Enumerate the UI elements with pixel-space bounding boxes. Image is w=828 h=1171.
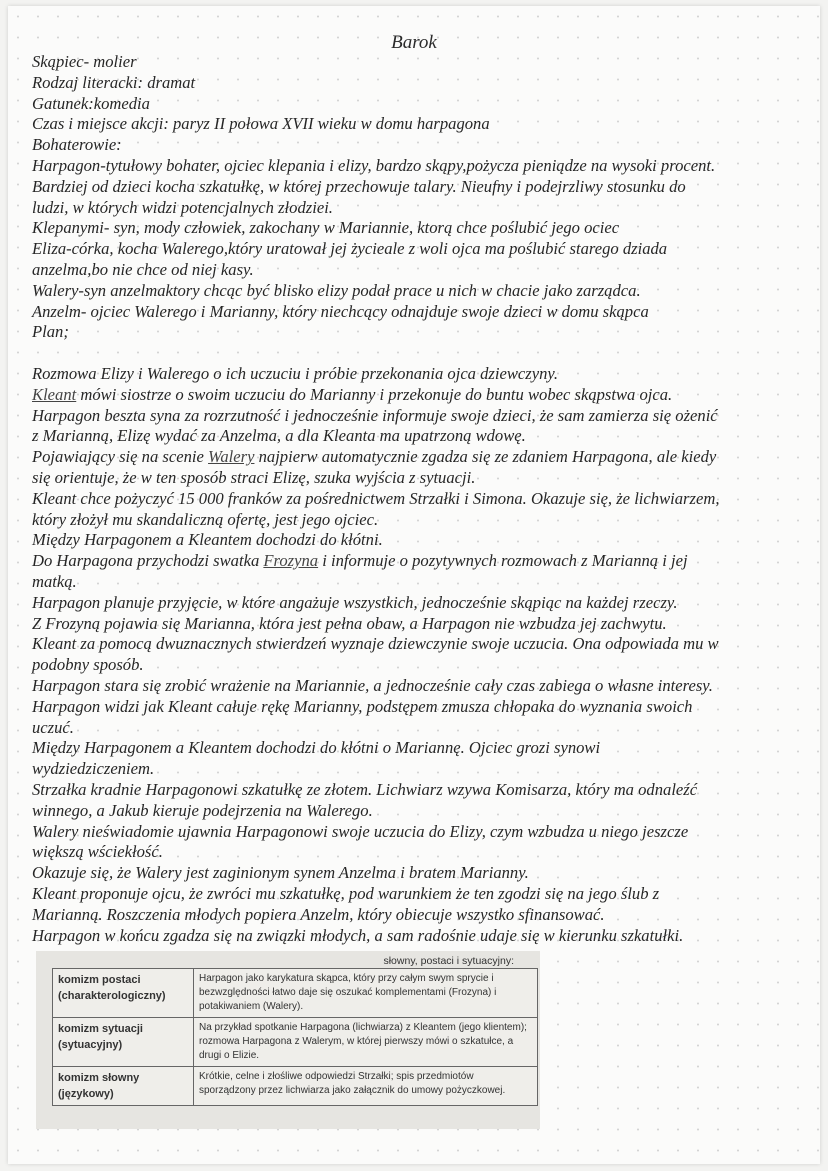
text-line: Bardziej od dzieci kocha szkatułkę, w której przechowuje talary. Nieufny i podejrzliwy stosunku do: [32, 176, 686, 196]
text-line: który złożył mu skandaliczną ofertę, jest jego ojciec.: [32, 509, 379, 529]
link-walery[interactable]: Walery: [208, 447, 255, 467]
text-line: Czas i miejsce akcji: paryz II połowa XVII wieku w domu harpagona: [32, 114, 490, 134]
text-line: Marianną. Roszczenia młodych popiera Anzelm, który obiecuje wszystko sfinansować.: [32, 904, 605, 924]
text-line: Z Frozyną pojawia się Marianna, która jest pełna obaw, a Harpagon nie wzbudza jej zachwytu.: [32, 613, 667, 633]
text-line: [32, 385, 719, 406]
text-segment: najpierw automatycznie zgadza się ze zdaniem Harpagona, ale kiedy: [254, 447, 717, 467]
text-line: Skąpiec- molier: [32, 52, 137, 71]
table-row: [53, 1018, 538, 1067]
link-frozyna[interactable]: Frozyna: [263, 551, 319, 571]
text-line: [32, 551, 719, 572]
comedy-description: Harpagon jako karykatura skąpca, który przy całym swym sprycie i bezwzględności łatwo daje się oszukać komplementami (Frozyna) i potakiwaniem (Walery).: [194, 969, 538, 1018]
text-line: matką.: [32, 571, 77, 591]
text-line: Harpagon beszta syna za rozrzutność i jednocześnie informuje swoje dzieci, że sam zamierza się ożenić: [32, 405, 718, 425]
document-page: [8, 6, 820, 1164]
text-segment: mówi siostrze o swoim uczuciu do Marianny i przekonuje do buntu wobec skąpstwa ojca.: [76, 384, 673, 404]
link-kleant[interactable]: Kleant: [32, 384, 77, 404]
comedy-description: Krótkie, celne i złośliwe odpowiedzi Strzałki; spis przedmiotów sporządzony przez lichwiarza jako załącznik do umowy pożyczkowej.: [194, 1067, 538, 1106]
text-line: większą wściekłość.: [32, 842, 163, 862]
text-line: ludzi, w których widzi potencjalnych złodziei.: [32, 197, 333, 217]
table-row: [53, 969, 538, 1018]
comedy-description: Na przykład spotkanie Harpagona (lichwiarza) z Kleantem (jego klientem); rozmowa Harpagona z Walerym, w której pierwszy mówi o szkatułce, a drugi o Elizie.: [194, 1018, 538, 1067]
text-line: Anzelm- ojciec Walerego i Marianny, który niechcący odnajduje swoje dzieci w domu skąpca: [32, 301, 649, 321]
text-segment: i informuje o pozytywnych rozmowach z Marianną i jej: [318, 551, 688, 571]
text-line: Plan;: [32, 322, 69, 342]
text-line: Harpagon planuje przyjęcie, w które angażuje wszystkich, jednocześnie skąpiąc na każdej rzeczy.: [32, 592, 678, 612]
text-line: Kleant proponuje ojcu, że zwróci mu szkatułkę, pod warunkiem że ten zgodzi się na jego ślub z: [32, 883, 660, 903]
comedy-types-table: [52, 968, 538, 1106]
text-line: Rozmowa Elizy i Walerego o ich uczuciu i próbie przekonania ojca dziewczyny.: [32, 364, 559, 383]
text-line: wydziedziczeniem.: [32, 759, 155, 779]
text-line: Harpagon w końcu zgadza się na związki młodych, a sam radośnie udaje się w kierunku szkatułki.: [32, 925, 684, 945]
page-title: Barok: [391, 32, 437, 53]
text-line: Harpagon widzi jak Kleant całuje rękę Marianny, podstępem zmusza chłopaka do wyznania swoich: [32, 696, 693, 716]
table-row: [53, 1067, 538, 1106]
intro-section: [32, 52, 715, 343]
plan-section: [32, 364, 719, 946]
text-line: Harpagon-tytułowy bohater, ojciec klepania i elizy, bardzo skąpy,pożycza pieniądze na wysoki procent.: [32, 155, 716, 175]
plan-remaining-lines: [32, 572, 719, 946]
text-line: się orientuje, że w ten sposób straci Elizę, szuka wyjścia z sytuacji.: [32, 467, 476, 487]
comedy-type: komizm sytuacji (sytuacyjny): [53, 1018, 194, 1067]
text-line: Strzałka kradnie Harpagonowi szkatułkę ze złotem. Lichwiarz wzywa Komisarza, który ma odnaleźć: [32, 779, 698, 799]
comedy-type: komizm słowny (językowy): [53, 1067, 194, 1106]
text-line: [32, 447, 719, 468]
text-line: Harpagon stara się zrobić wrażenie na Mariannie, a jednocześnie cały czas zabiega o własne interesy.: [32, 675, 713, 695]
text-segment: Pojawiający się na scenie: [32, 447, 209, 467]
text-line: anzelma,bo nie chce od niej kasy.: [32, 259, 254, 279]
text-line: uczuć.: [32, 717, 74, 737]
text-line: z Marianną, Elizę wydać za Anzelma, a dla Kleanta ma upatrzoną wdowę.: [32, 426, 526, 446]
comedy-type: komizm postaci (charakterologiczny): [53, 969, 194, 1018]
text-line: Między Harpagonem a Kleantem dochodzi do kłótni.: [32, 530, 383, 550]
text-line: Bohaterowie:: [32, 135, 122, 155]
text-line: winnego, a Jakub kieruje podejrzenia na Walerego.: [32, 800, 373, 820]
text-line: Rodzaj literacki: dramat: [32, 72, 196, 92]
text-line: Kleant chce pożyczyć 15 000 franków za pośrednictwem Strzałki i Simona. Okazuje się, że lichwiarzem,: [32, 488, 720, 508]
text-line: Walery nieświadomie ujawnia Harpagonowi swoje uczucia do Elizy, czym wzbudza u niego jeszcze: [32, 821, 689, 841]
comedy-table-photo: [36, 951, 540, 1129]
table-caption: słowny, postaci i sytuacyjny:: [383, 955, 514, 967]
text-line: Eliza-córka, kocha Walerego,który uratował jej życieale z woli ojca ma poślubić starego dziada: [32, 239, 668, 259]
text-line: Gatunek:komedia: [32, 93, 150, 113]
text-line: Między Harpagonem a Kleantem dochodzi do kłótni o Mariannę. Ojciec grozi synowi: [32, 738, 601, 758]
text-line: Walery-syn anzelmaktory chcąc być blisko elizy podał prace u nich w chacie jako zarządca.: [32, 280, 641, 300]
text-line: podobny sposób.: [32, 655, 144, 675]
text-line: Kleant za pomocą dwuznacznych stwierdzeń wyznaje dziewczynie swoje uczucia. Ona odpowiada mu w: [32, 634, 719, 654]
text-line: Klepanymi- syn, mody człowiek, zakochany w Mariannie, ktorą chce poślubić jego ociec: [32, 218, 620, 238]
text-segment: Do Harpagona przychodzi swatka: [32, 551, 264, 571]
text-line: Okazuje się, że Walery jest zaginionym synem Anzelma i bratem Marianny.: [32, 863, 529, 883]
